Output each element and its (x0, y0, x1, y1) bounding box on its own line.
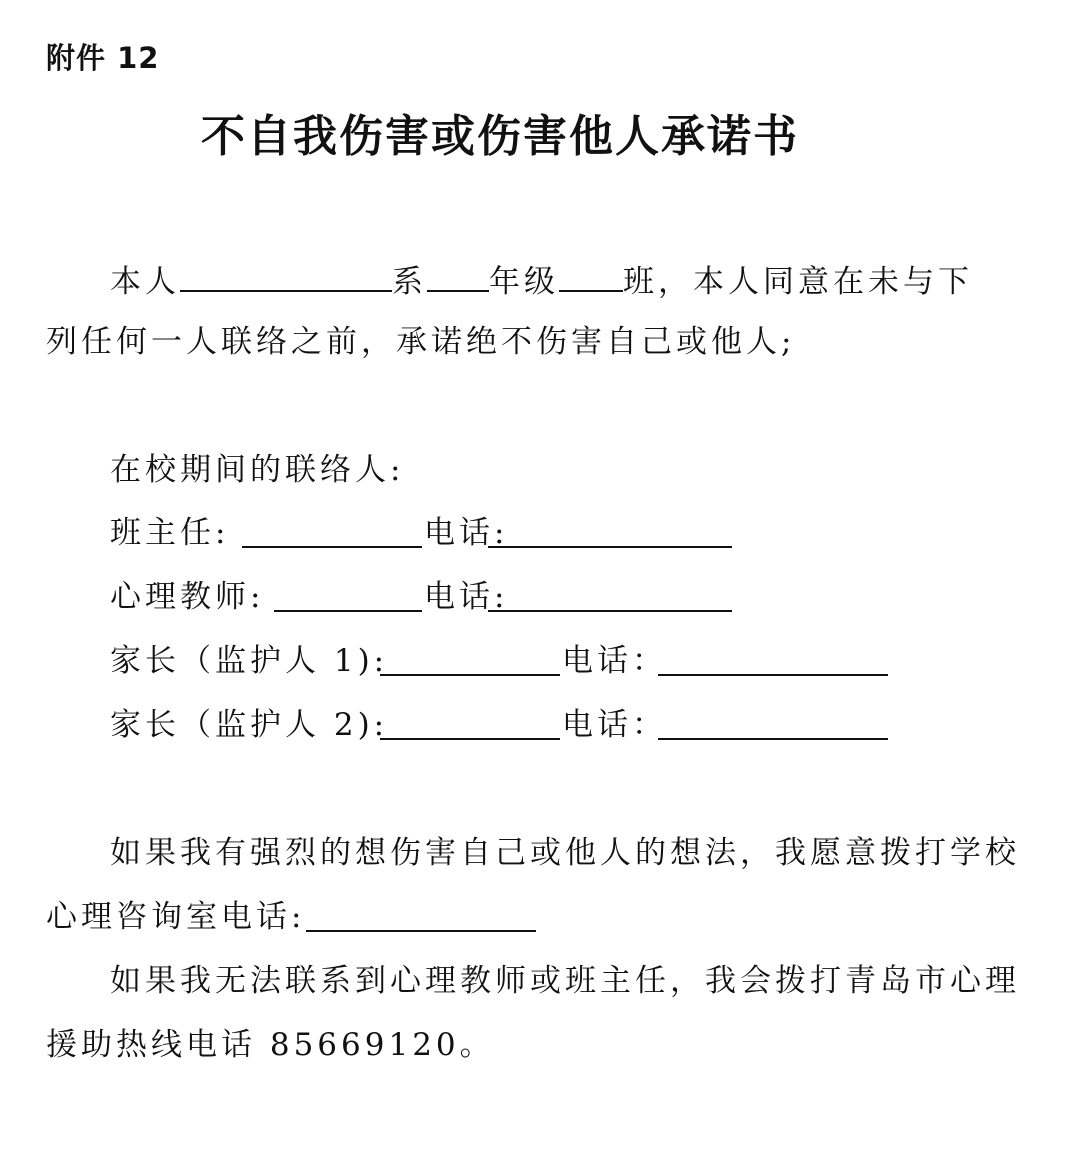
psych-teacher-phone-blank[interactable] (488, 578, 732, 612)
parent2-blank[interactable] (380, 706, 560, 740)
parent1-label: 家长（监护人 1): (110, 643, 389, 679)
phone-label: 电话： (562, 643, 667, 679)
parent1-phone-blank[interactable] (658, 642, 888, 676)
class-blank[interactable] (559, 258, 623, 292)
head-teacher-row (110, 513, 229, 553)
attachment-label: 附件 12 (46, 41, 160, 75)
phone-label: 电话： (562, 707, 667, 743)
psych-teacher-label: 心理教师: (110, 579, 265, 615)
contacts-heading: 在校期间的联络人: (110, 452, 405, 488)
parent2-phone (562, 705, 667, 745)
counseling-phone-blank[interactable] (306, 898, 536, 932)
commitment-p2-line2: 援助热线电话 85669120。 (46, 1027, 495, 1063)
parent1-blank[interactable] (380, 642, 560, 676)
document-title: 不自我伤害或伤害他人承诺书 (201, 111, 799, 162)
parent2-row (110, 705, 388, 745)
grade-label: 年级 (489, 264, 559, 300)
commitment-p1-line2: 心理咨询室电话: (46, 899, 306, 935)
commitment-p1-line1: 如果我有强烈的想伤害自己或他人的想法，我愿意拨打学校 (110, 835, 1020, 871)
head-teacher-label: 班主任: (110, 515, 230, 551)
class-text: 班，本人同意在未与下 (623, 264, 973, 300)
pledge-line-2: 列任何一人联络之前，承诺绝不伤害自己或他人; (46, 324, 796, 360)
self-label: 本人 (110, 264, 180, 300)
psych-teacher-blank[interactable] (274, 578, 422, 612)
head-teacher-phone-blank[interactable] (488, 514, 732, 548)
parent1-row (110, 641, 388, 681)
parent2-label: 家长（监护人 2): (110, 707, 389, 743)
parent1-phone (562, 641, 667, 681)
dept-label: 系 (392, 264, 427, 300)
commitment-p2-line1: 如果我无法联系到心理教师或班主任，我会拨打青岛市心理 (110, 963, 1020, 999)
name-blank[interactable] (180, 258, 392, 292)
phone-label: 电话: (424, 515, 509, 551)
head-teacher-blank[interactable] (242, 514, 422, 548)
phone-label: 电话: (424, 579, 509, 615)
pledge-line-1 (110, 258, 973, 302)
psych-teacher-row (110, 577, 264, 617)
dept-blank[interactable] (427, 258, 489, 292)
parent2-phone-blank[interactable] (658, 706, 888, 740)
